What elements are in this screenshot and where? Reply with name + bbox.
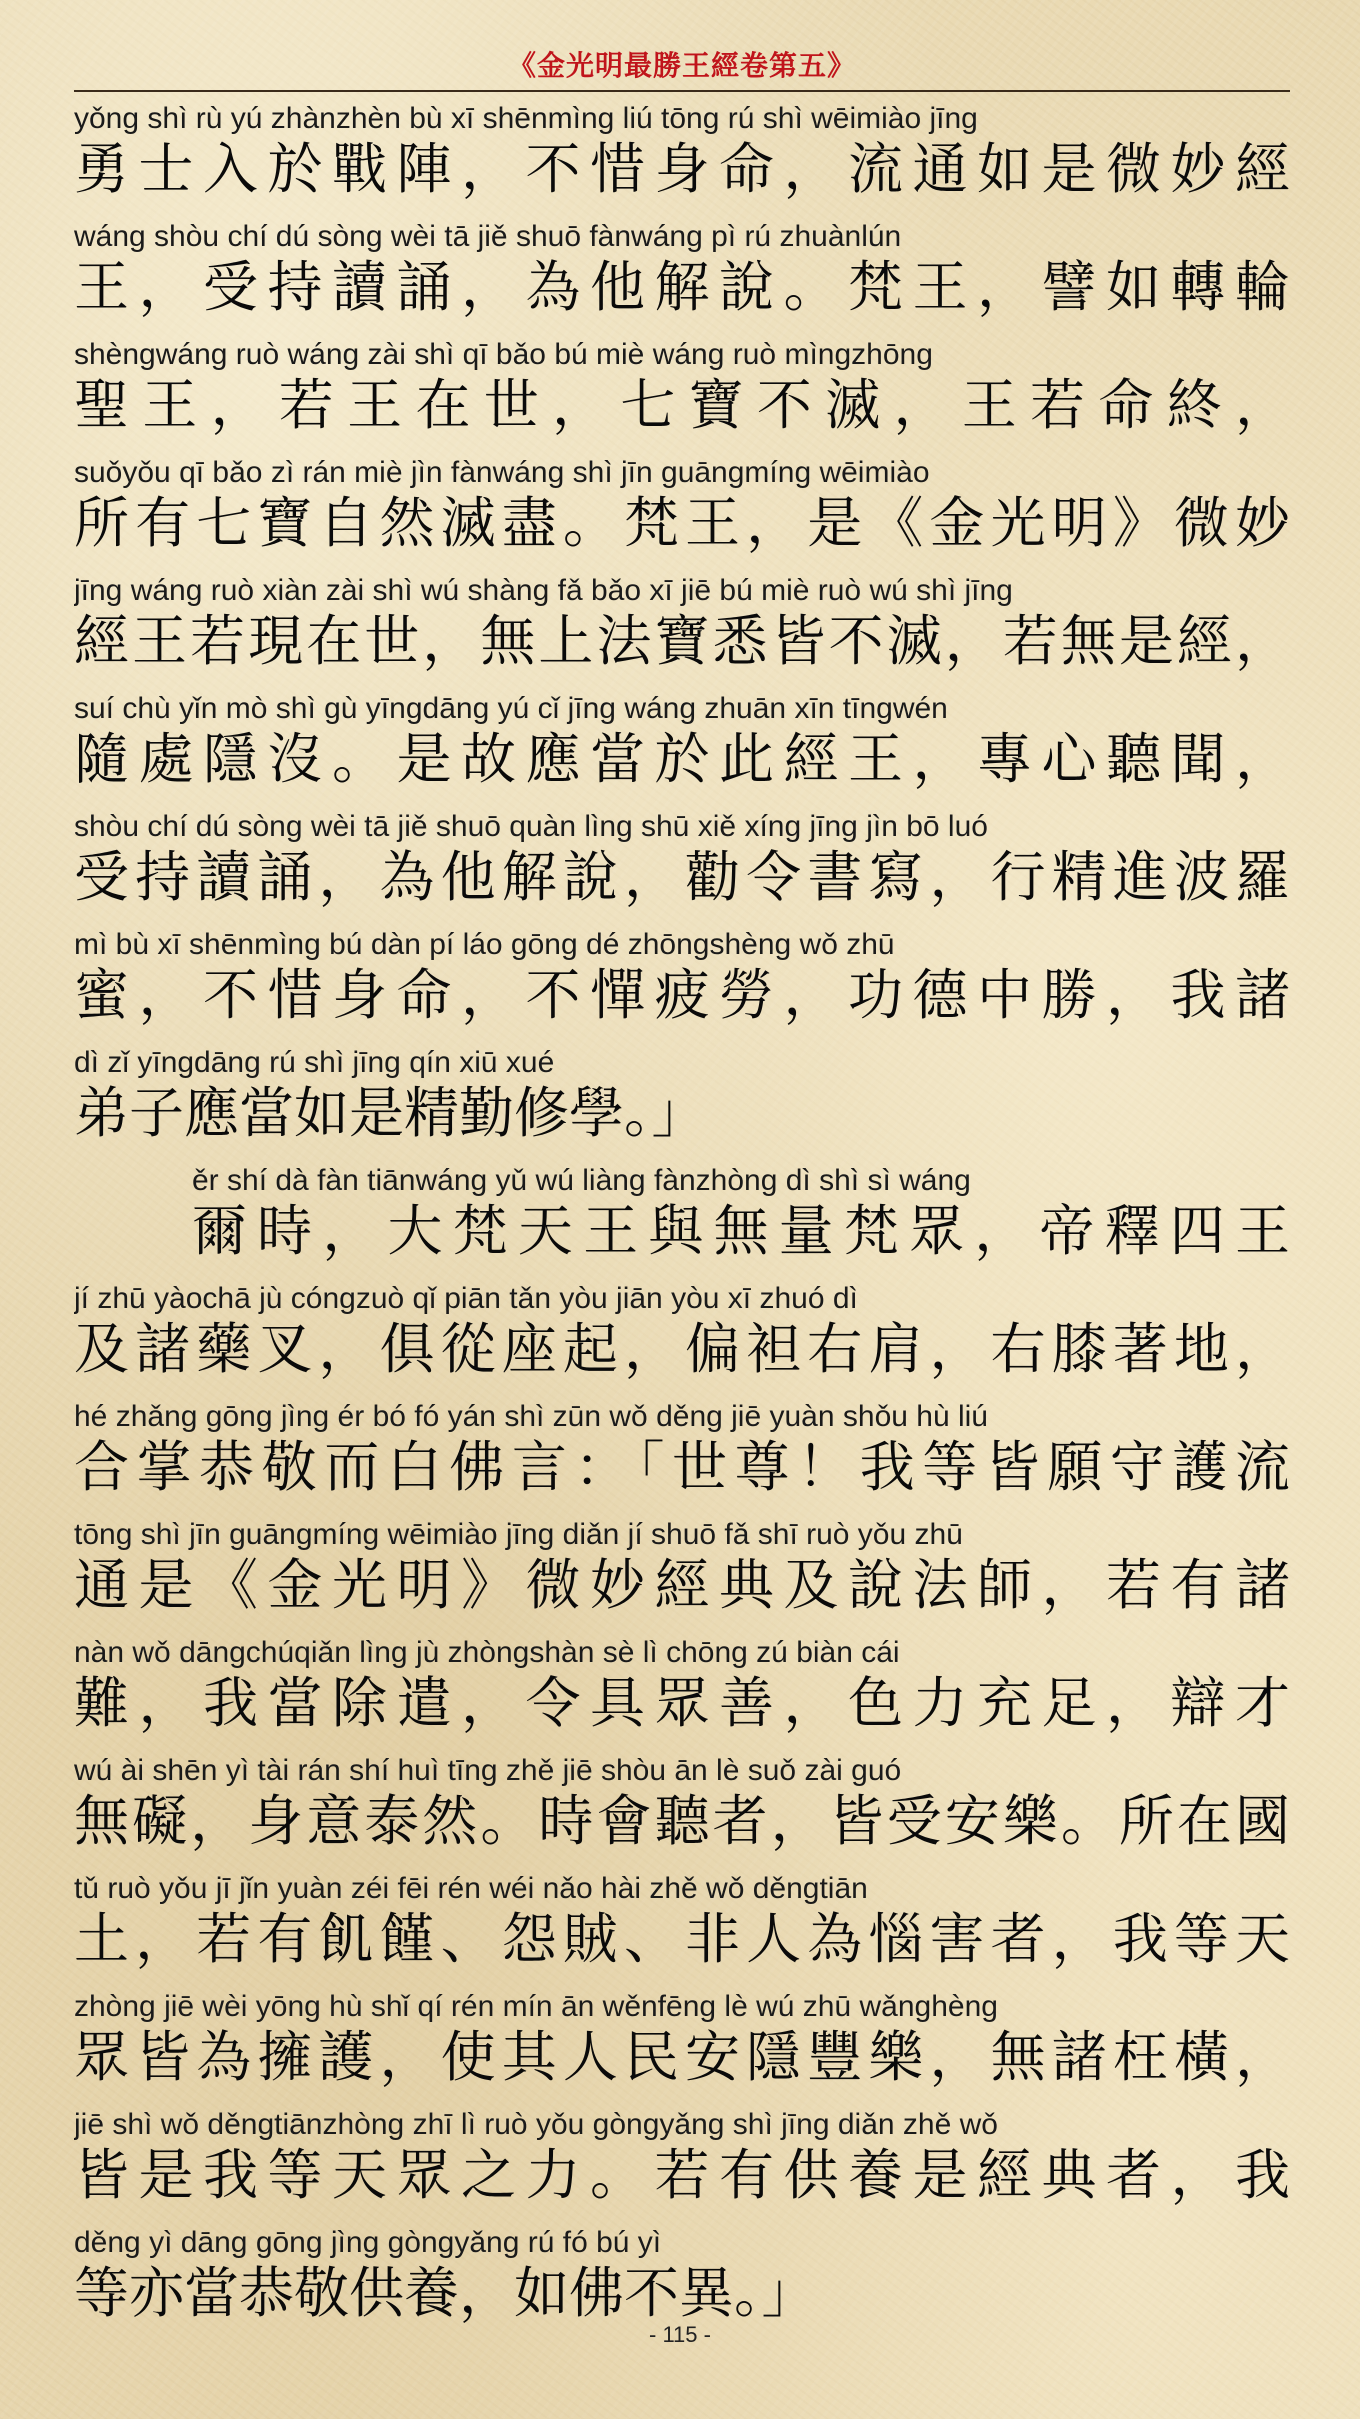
pinyin-annotation: dì zǐ yīngdāng rú shì jīng qín xiū xué [74,1046,555,1079]
hanzi-text: 受持讀誦，為他解說，勸令書寫，行精進波羅 [74,845,1290,909]
text-line [74,1278,1290,1396]
text-line [74,688,1290,806]
text-line [74,1514,1290,1632]
pinyin-annotation: wú ài shēn yì tài rán shí huì tīng zhě jiē shòu ān lè suǒ zài guó [74,1754,902,1787]
text-line [74,924,1290,1042]
hanzi-text: 眾皆為擁護，使其人民安隱豐樂，無諸枉橫， [74,2025,1290,2089]
text-line [74,1160,1290,1278]
hanzi-text: 隨處隱沒。是故應當於此經王，專心聽聞， [74,727,1290,791]
hanzi-text: 經王若現在世，無上法寶悉皆不滅，若無是經， [74,609,1290,673]
hanzi-text: 蜜，不惜身命，不憚疲勞，功德中勝，我諸 [74,963,1290,1027]
pinyin-annotation: shòu chí dú sòng wèi tā jiě shuō quàn lìng shū xiě xíng jīng jìn bō luó [74,810,988,843]
pinyin-annotation: shèngwáng ruò wáng zài shì qī bǎo bú miè wáng ruò mìngzhōng [74,338,933,371]
hanzi-text: 及諸藥叉，俱從座起，偏袒右肩，右膝著地， [74,1317,1290,1381]
text-line [74,452,1290,570]
hanzi-text: 難，我當除遣，令具眾善，色力充足，辯才 [74,1671,1290,1735]
text-line [74,2104,1290,2222]
text-line [74,1042,1290,1160]
text-line [74,1632,1290,1750]
page-number: - 115 - [649,2322,711,2347]
pinyin-annotation: nàn wǒ dāngchúqiǎn lìng jù zhòngshàn sè lì chōng zú biàn cái [74,1636,900,1669]
pinyin-annotation: suǒyǒu qī bǎo zì rán miè jìn fànwáng shì jīn guāngmíng wēimiào [74,456,930,489]
text-line [74,216,1290,334]
hanzi-text: 爾時，大梵天王與無量梵眾，帝釋四王 [192,1199,1290,1263]
hanzi-text: 無礙，身意泰然。時會聽者，皆受安樂。所在國 [74,1789,1290,1853]
pinyin-annotation: mì bù xī shēnmìng bú dàn pí láo gōng dé zhōngshèng wǒ zhū [74,928,895,961]
hanzi-text: 王，受持讀誦，為他解說。梵王，譬如轉輪 [74,255,1290,319]
hanzi-text: 合掌恭敬而白佛言：「世尊！我等皆願守護流 [74,1435,1290,1499]
text-line [74,334,1290,452]
hanzi-text: 聖王，若王在世，七寶不滅，王若命終， [74,373,1290,437]
hanzi-text: 弟子應當如是精勤修學。」 [74,1081,707,1145]
hanzi-text: 皆是我等天眾之力。若有供養是經典者，我 [74,2143,1290,2207]
text-line [74,1396,1290,1514]
text-line [74,806,1290,924]
hanzi-text: 通是《金光明》微妙經典及說法師，若有諸 [74,1553,1290,1617]
pinyin-annotation: jīng wáng ruò xiàn zài shì wú shàng fǎ bǎo xī jiē bú miè ruò wú shì jīng [74,574,1013,607]
chapter-header: 《金光明最勝王經卷第五》 [507,49,856,82]
pinyin-annotation: zhòng jiē wèi yōng hù shǐ qí rén mín ān wěnfēng lè wú zhū wǎnghèng [74,1990,998,2023]
text-line [74,1868,1290,1986]
scripture-body [74,98,1290,2340]
pinyin-annotation: jí zhū yàochā jù cóngzuò qǐ piān tǎn yòu jiān yòu xī zhuó dì [74,1282,858,1315]
pinyin-annotation: tōng shì jīn guāngmíng wēimiào jīng diǎn jí shuō fǎ shī ruò yǒu zhū [74,1518,963,1551]
text-line [74,98,1290,216]
hanzi-text: 勇士入於戰陣，不惜身命，流通如是微妙經 [74,137,1290,201]
header-divider [74,90,1290,92]
pinyin-annotation: suí chù yǐn mò shì gù yīngdāng yú cǐ jīng wáng zhuān xīn tīngwén [74,692,948,725]
text-line [74,1750,1290,1868]
hanzi-text: 所有七寶自然滅盡。梵王，是《金光明》微妙 [74,491,1290,555]
text-line [74,1986,1290,2104]
pinyin-annotation: tǔ ruò yǒu jī jǐn yuàn zéi fēi rén wéi nǎo hài zhě wǒ děngtiān [74,1872,868,1905]
pinyin-annotation: děng yì dāng gōng jìng gòngyǎng rú fó bú yì [74,2226,662,2259]
pinyin-annotation: wáng shòu chí dú sòng wèi tā jiě shuō fànwáng pì rú zhuànlún [74,220,902,253]
hanzi-text: 土，若有飢饉、怨賊、非人為惱害者，我等天 [74,1907,1290,1971]
pinyin-annotation: yǒng shì rù yú zhànzhèn bù xī shēnmìng liú tōng rú shì wēimiào jīng [74,102,978,135]
pinyin-annotation: hé zhǎng gōng jìng ér bó fó yán shì zūn wǒ děng jiē yuàn shǒu hù liú [74,1400,988,1433]
pinyin-annotation: ěr shí dà fàn tiānwáng yǔ wú liàng fànzhòng dì shì sì wáng [192,1164,971,1197]
text-line [74,570,1290,688]
pinyin-annotation: jiē shì wǒ děngtiānzhòng zhī lì ruò yǒu gòngyǎng shì jīng diǎn zhě wǒ [74,2108,998,2141]
hanzi-text: 等亦當恭敬供養，如佛不異。」 [74,2261,817,2325]
